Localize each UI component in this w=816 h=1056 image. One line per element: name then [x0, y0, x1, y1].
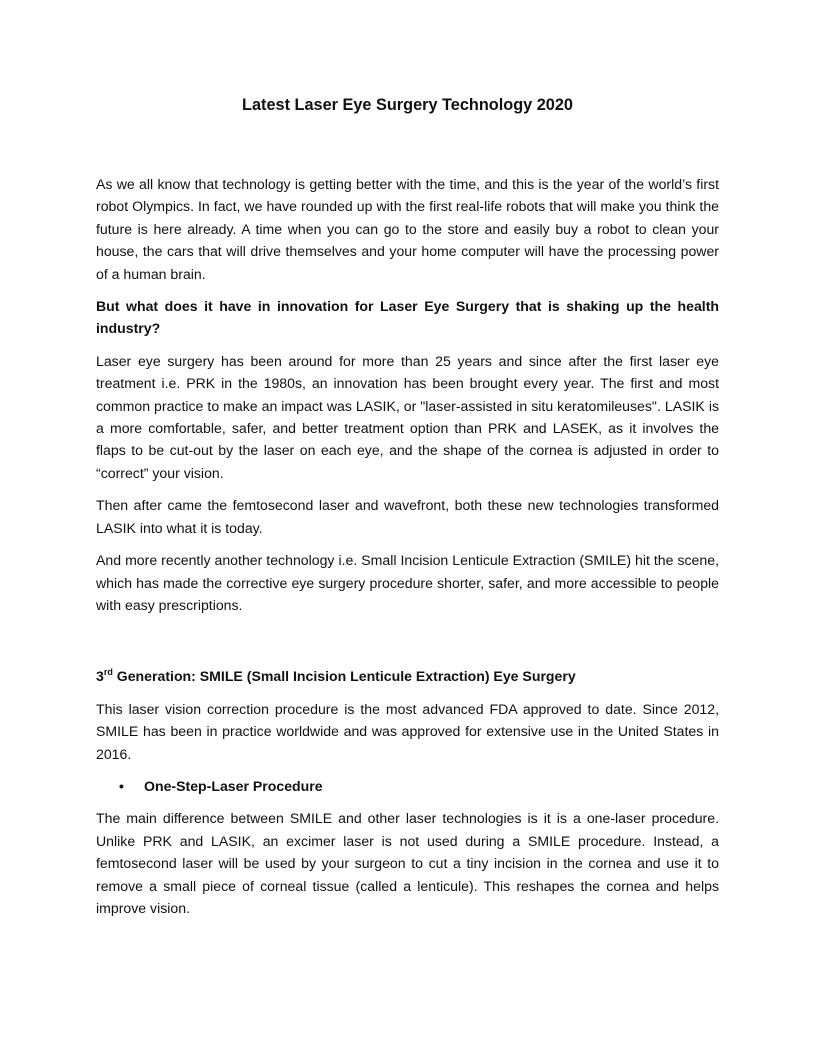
- bullet-icon: •: [119, 777, 124, 794]
- section-heading-text: Generation: SMILE (Small Incision Lenticule Extraction) Eye Surgery: [112, 668, 576, 685]
- femtosecond-paragraph: Then after came the femtosecond laser and wavefront, both these new technologies transformed LASIK into what it is today.: [96, 497, 719, 536]
- section-description: This laser vision correction procedure is the most advanced FDA approved to date. Since 2012, SMILE has been in practice worldwide and was approved for extensive use in the United States in 2016.: [96, 700, 719, 762]
- section-heading-number: 3: [96, 668, 104, 685]
- bullet-item: [96, 775, 719, 797]
- question-paragraph: But what does it have in innovation for Laser Eye Surgery that is shaking up the health industry?: [96, 298, 719, 337]
- section-heading: [96, 665, 719, 687]
- section-heading-superscript: rd: [103, 666, 113, 677]
- smile-intro-paragraph: And more recently another technology i.e. Small Incision Lenticule Extraction (SMILE) hit the scene, which has made the corrective eye surgery procedure shorter, safer, and more accessible to people with easy prescriptions.: [96, 552, 719, 613]
- bullet-paragraph: The main difference between SMILE and other laser technologies is it is a one-laser procedure. Unlike PRK and LASIK, an excimer laser is not used during a SMILE procedure. Instead, a femtosecond laser will be used by your surgeon to cut a tiny incision in the cornea and use it to remove a small piece of corneal tissue (called a lenticule). This reshapes the cornea and helps improve vision.: [96, 810, 719, 916]
- intro-paragraph: As we all know that technology is getting better with the time, and this is the year of the world’s first robot Olympics. In fact, we have rounded up with the first real-life robots that will make you think the future is here already. A time when you can go to the store and easily buy a robot to clean your house, the cars that will drive themselves and your home computer will have the processing power of a human brain.: [96, 176, 719, 282]
- document-body: [96, 94, 719, 929]
- document-title: Latest Laser Eye Surgery Technology 2020: [242, 96, 573, 114]
- history-paragraph: Laser eye surgery has been around for more than 25 years and since after the first laser eye treatment i.e. PRK in the 1980s, an innovation has been brought every year. The first and most common practice to make an impact was LASIK, or "laser-assisted in situ keratomileuses". LASIK is a more comfortable, safer, and better treatment option than PRK and LASEK, as it involves the flaps to be cut-out by the laser on each eye, and the shape of the cornea is adjusted in order to “correct” your vision.: [96, 352, 719, 481]
- bullet-label: One-Step-Laser Procedure: [144, 777, 323, 794]
